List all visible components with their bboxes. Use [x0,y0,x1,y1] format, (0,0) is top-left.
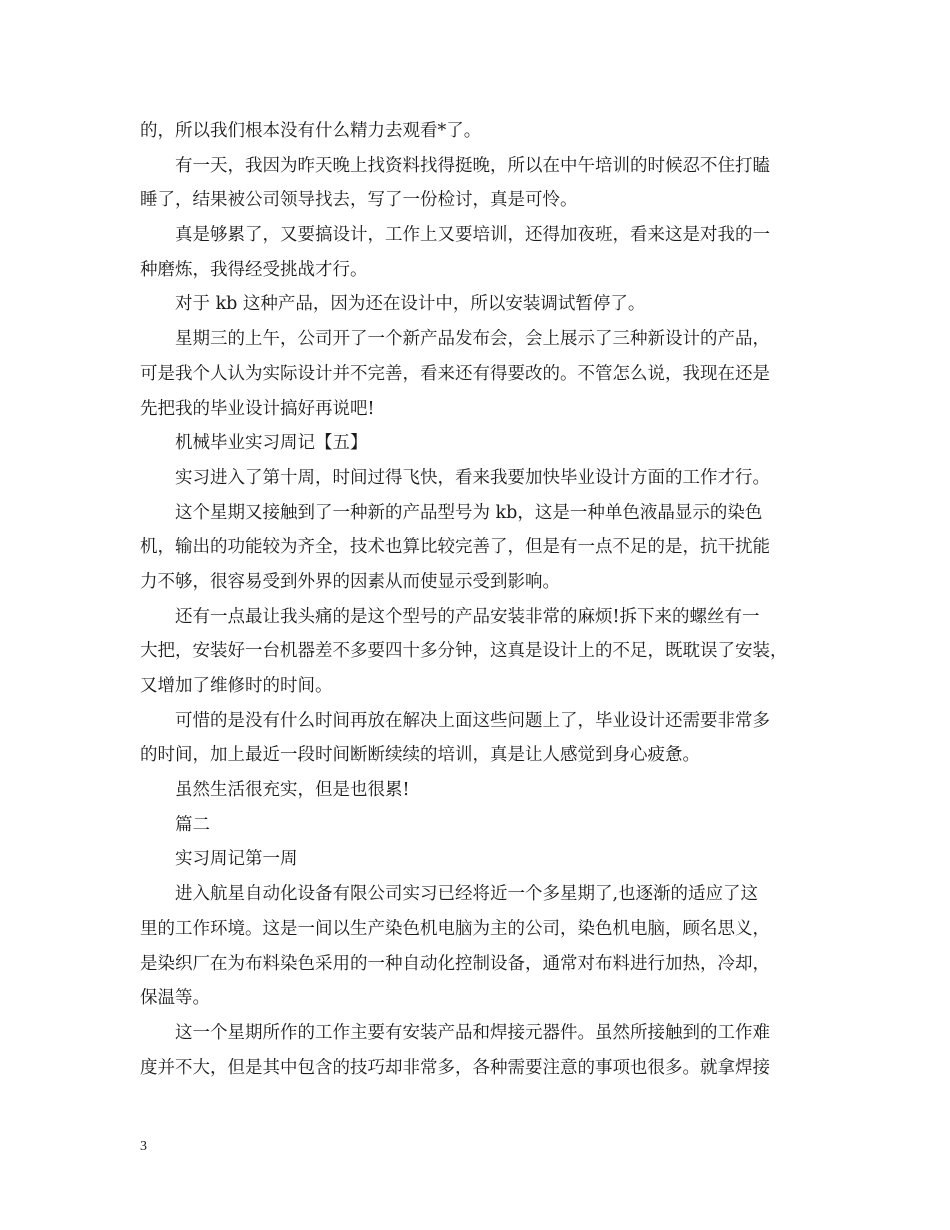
text-line: 度并不大，但是其中包含的技巧却非常多，各种需要注意的事项也很多。就拿焊接 [140,1057,770,1078]
text-line: 大把，安装好一台机器差不多要四十多分钟，这真是设计上的不足，既耽误了安装， [140,641,788,662]
text-line: 机，输出的功能较为齐全，技术也算比较完善了，但是有一点不足的是，抗干扰能 [140,537,770,558]
text-line: 这一个星期所作的工作主要有安装产品和焊接元器件。虽然所接触到的工作难 [175,1022,770,1043]
text-line: 睡了，结果被公司领导找去，写了一份检讨，真是可怜。 [140,190,578,211]
text-line: 星期三的上午，公司开了一个新产品发布会，会上展示了三种新设计的产品， [175,329,770,350]
document-body [140,114,820,1085]
text-line: 真是够累了，又要搞设计，工作上又要培训，还得加夜班，看来这是对我的一 [175,225,770,246]
text-line: 有一天，我因为昨天晚上找资料找得挺晚，所以在中午培训的时候忍不住打瞌 [175,155,770,176]
text-line: 是染织厂在为布料染色采用的一种自动化控制设备，通常对布料进行加热，冷却， [140,953,770,974]
text-line: 保温等。 [140,988,210,1009]
text-line: 可惜的是没有什么时间再放在解决上面这些问题上了，毕业设计还需要非常多 [175,710,770,731]
text-line: 对于 kb 这种产品，因为还在设计中，所以安装调试暂停了。 [175,294,646,315]
text-line: 种磨炼，我得经受挑战才行。 [140,259,368,280]
text-line: 进入航星自动化设备有限公司实习已经将近一个多星期了,也逐渐的适应了这 [175,884,759,905]
text-line: 里的工作环境。这是一间以生产染色机电脑为主的公司，染色机电脑，顾名思义， [140,918,770,939]
text-line: 力不够，很容易受到外界的因素从而使显示受到影响。 [140,571,560,592]
text-line: 的时间，加上最近一段时间断断续续的培训，真是让人感觉到身心疲惫。 [140,745,700,766]
text-line: 可是我个人认为实际设计并不完善，看来还有得要改的。不管怎么说，我现在还是 [140,363,770,384]
text-line: 虽然生活很充实，但是也很累! [175,780,410,801]
text-line: 先把我的毕业设计搞好再说吧! [140,398,375,419]
section-heading: 实习周记第一周 [175,849,298,870]
text-line: 又增加了维修时的时间。 [140,676,333,696]
section-heading: 机械毕业实习周记【五】 [175,433,368,454]
text-line: 实习进入了第十周，时间过得飞快，看来我要加快毕业设计方面的工作才行。 [175,467,770,488]
page-number: 3 [140,1139,147,1154]
section-heading: 篇二 [175,814,210,835]
text-line: 的，所以我们根本没有什么精力去观看*了。 [140,121,482,141]
text-line: 这个星期又接触到了一种新的产品型号为 kb，这是一种单色液晶显示的染色 [175,502,763,523]
text-line: 还有一点最让我头痛的是这个型号的产品安装非常的麻烦!拆下来的螺丝有一 [175,606,760,627]
